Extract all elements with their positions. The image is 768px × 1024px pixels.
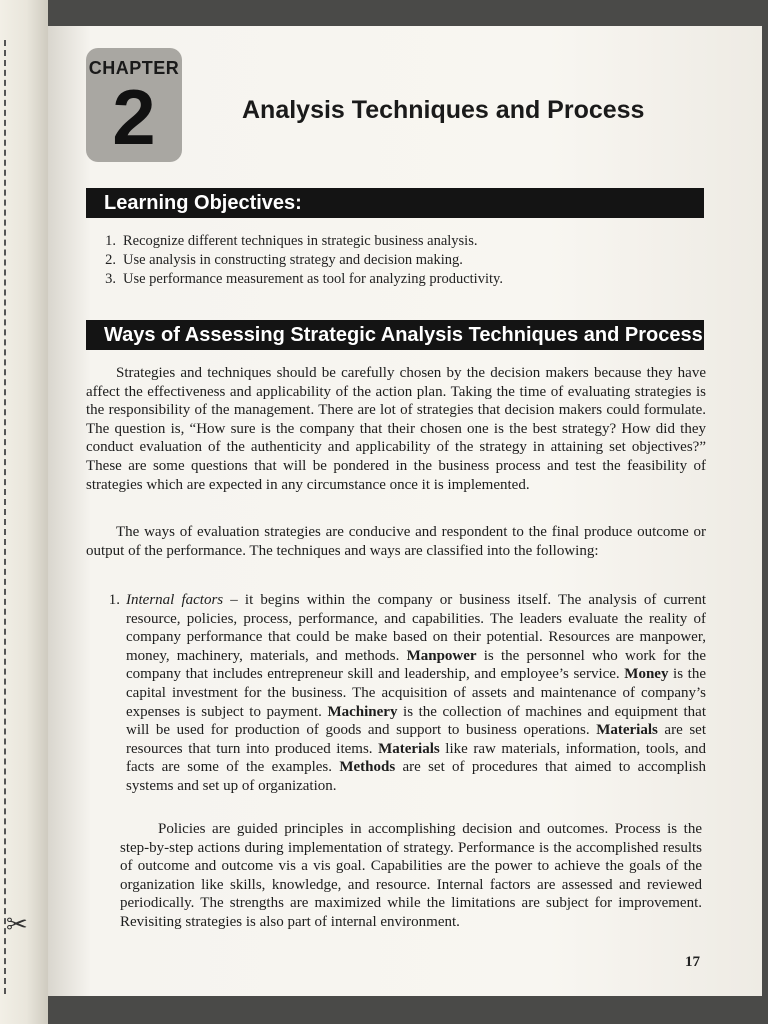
book-spine — [0, 0, 48, 1024]
paragraph-2: The ways of evaluation strategies are conducive and respondent to the final produce outcome or output of the performance. The techniques and ways are classified into the following: — [86, 524, 706, 559]
learning-objectives-heading: Learning Objectives: — [86, 188, 704, 218]
item-content — [126, 591, 706, 796]
list-item — [90, 232, 690, 251]
text-run: is the personnel who work for the company that includes entrepreneur skill and leadership, and employee’s service. — [126, 647, 706, 683]
item-number: 1. — [105, 233, 116, 249]
item-text: Recognize different techniques in strategic business analysis. — [123, 233, 478, 249]
book-page — [48, 26, 762, 996]
item-number: 1. — [108, 592, 120, 608]
item-text: Use performance measurement as tool for analyzing productivity. — [123, 271, 503, 287]
item-number: 2. — [105, 252, 116, 268]
chapter-number: 2 — [112, 73, 156, 161]
item-text: Use analysis in constructing strategy and decision making. — [123, 252, 463, 268]
text-run: – it begins within the company or business itself. The analysis of current resource, policies, process, performance, and capabilities. The leaders evaluate the reality of company performance that could be make based on their potential. Resources are manpower, money, machinery, materials, and methods. — [126, 592, 706, 664]
section-heading: Ways of Assessing Strategic Analysis Techniques and Process — [86, 320, 704, 350]
item-number: 3. — [105, 271, 116, 287]
page-number: 17 — [685, 954, 700, 970]
text-run: like raw materials, information, tools, and facts are some of the examples. — [126, 740, 706, 776]
chapter-title: Analysis Techniques and Process — [242, 96, 645, 124]
list-item — [90, 270, 690, 289]
chapter-label: CHAPTER — [88, 58, 180, 78]
chapter-badge — [86, 48, 182, 162]
paragraph-1: Strategies and techniques should be carefully chosen by the decision makers because they have affect the effectiveness and applicability of the action plan. Taking the time of evaluating strategies is the responsibility of the management. There are lot of strategies that decision makers could formulate. The question is, “How sure is the company that their chosen one is the best strategy? How did they conduct evaluation of the authenticity and applicability of the strategy in attaining set objectives?” These are some questions that will be pondered in the business process and test the feasibility of strategies which are expected in any circumstance once it is implemented. — [86, 365, 706, 493]
bold-term: Machinery — [327, 703, 398, 720]
text-run: is the capital investment for the business. The acquisition of assets and maintenance of company’s expenses is subject to payment. — [126, 666, 706, 720]
internal-factors-item — [86, 591, 706, 796]
cut-line — [4, 40, 6, 994]
learning-objectives-list — [90, 232, 690, 289]
bold-term: Money — [624, 666, 669, 683]
text-run: are set of procedures that aimed to accomplish systems and set up of organization. — [126, 759, 706, 794]
text-run: is the collection of machines and equipment that will be used for production of goods and support to business operations. — [126, 703, 706, 739]
text-run: are set resources that turn into produced items. — [126, 722, 706, 757]
term: Internal factors — [126, 592, 224, 608]
bold-term: Materials — [596, 722, 658, 739]
paragraph-3: Policies are guided principles in accomplishing decision and outcomes. Process is the step-by-step actions during implementation of strategy. Performance is the accomplished results of outcome and outcome vis a vis goal. Capabilities are the power to achieve the goals of the organization like skills, knowledge, and resource. Internal factors are assessed and reviewed periodically. The strengths are maximized while the limitations are subject for improvement. Revisiting strategies is also part of internal environment. — [120, 821, 702, 930]
bold-term: Manpower — [406, 647, 477, 664]
scissors-icon: ✂ — [6, 910, 28, 940]
bold-term: Methods — [339, 759, 396, 776]
list-item — [90, 251, 690, 270]
bold-term: Materials — [378, 740, 440, 757]
